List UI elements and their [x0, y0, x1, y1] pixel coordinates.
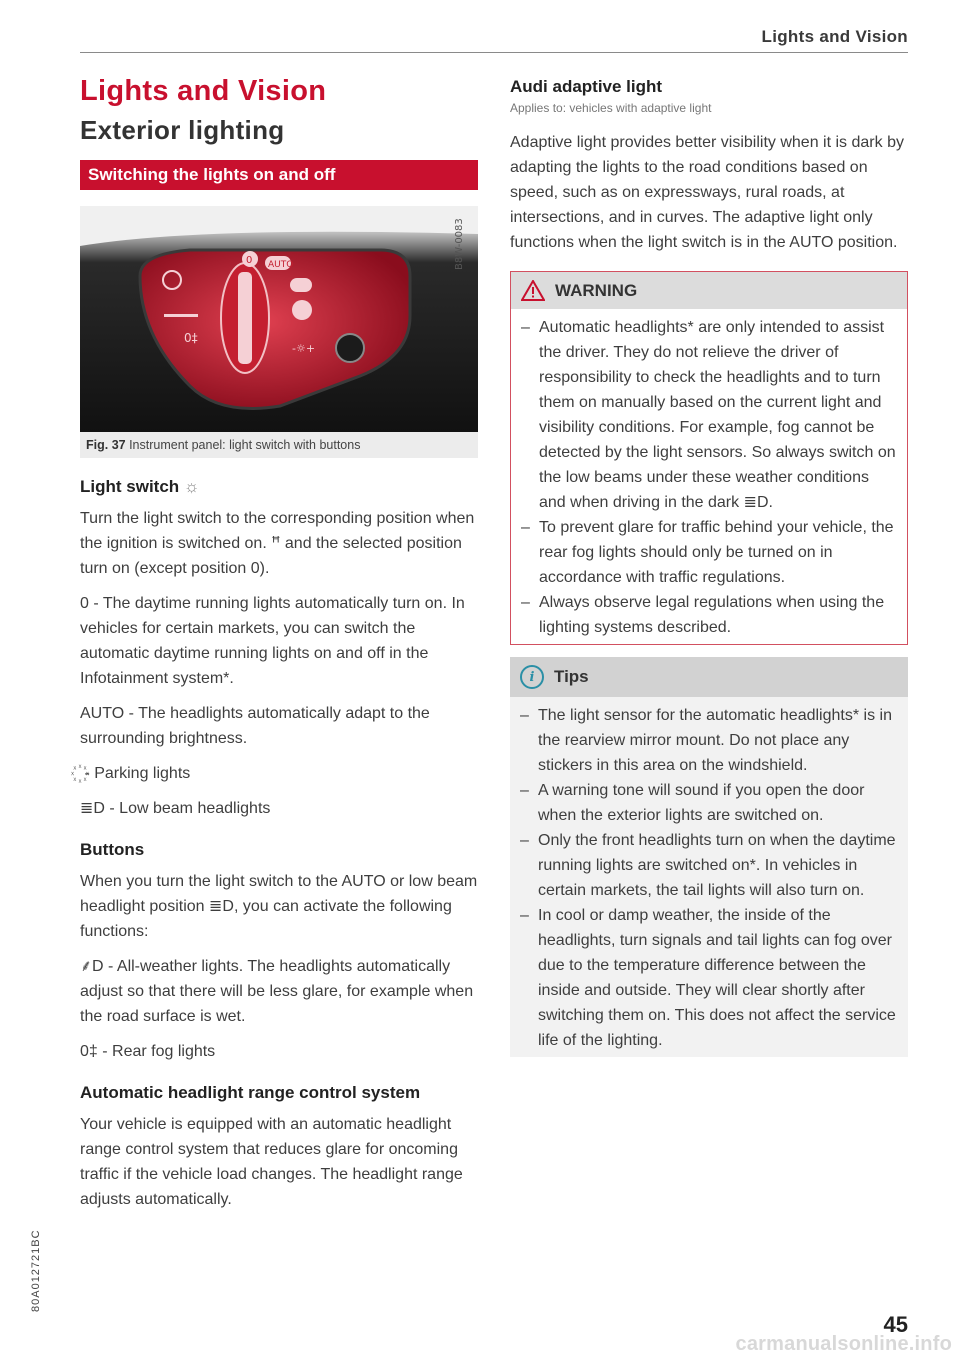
dimmer-icon: -☼+ [292, 342, 316, 355]
chapter-title: Lights and Vision [80, 75, 327, 107]
warning-triangle-icon [521, 280, 545, 301]
document-code: 80A012721BC [30, 1229, 42, 1312]
warning-item: – Always observe legal regulations when using the lighting systems described. [521, 590, 897, 640]
figure-caption [80, 432, 478, 458]
paragraph-position-auto: AUTO - The headlights automatically adapt to the surrounding brightness. [80, 705, 430, 747]
paragraph-rear-fog: 0‡ - Rear fog lights [80, 1043, 216, 1060]
figure-light-switch [80, 206, 478, 458]
figure-code: B8W-0083 [454, 218, 465, 270]
tips-list [520, 703, 898, 1053]
page-number: 45 [883, 1312, 908, 1337]
auto-label: AUTO [268, 260, 294, 270]
tip-item: – Only the front headlights turn on when the daytime running lights are switched on*. In vehicles in certain markets, the tail lights will also turn on. [520, 828, 898, 903]
paragraph-low-beam: ≣D - Low beam headlights [80, 800, 271, 817]
tips-box [510, 657, 908, 1057]
left-column [80, 72, 478, 1212]
buttons-heading: Buttons [80, 840, 145, 859]
tips-body [510, 697, 908, 1057]
header-rule [80, 52, 908, 53]
low-beam-icon [292, 300, 312, 320]
paragraph-adaptive-intro: Adaptive light provides better visibility when it is dark by adapting the lights to the road conditions based on speed, such as on expressways, rural roads, at intersections, and in curves. The adaptive light only functions when the light switch is in the AUTO position. [510, 134, 904, 251]
warning-body [511, 309, 907, 644]
warning-title: WARNING [555, 280, 638, 300]
light-switch-heading: Light switch ☼ [80, 477, 200, 496]
parking-light-icon [290, 278, 312, 292]
rear-fog-icon: 0‡ [184, 331, 198, 345]
section-banner: Switching the lights on and off [80, 160, 478, 190]
position-zero-label: 0 [246, 255, 253, 266]
paragraph-buttons-intro: When you turn the light switch to the AUTO or low beam headlight position ≣D, you can activate the following functions: [80, 873, 478, 940]
adaptive-light-title: Audi adaptive light [510, 77, 663, 96]
tip-item: – A warning tone will sound if you open the door when the exterior lights are switched on. [520, 778, 898, 828]
light-icon: ☼ [183, 477, 200, 496]
light-switch-illustration [80, 206, 478, 432]
warning-item: – To prevent glare for traffic behind your vehicle, the rear fog lights should only be turned on in accordance with traffic regulations. [521, 515, 897, 590]
figure-caption-text: Instrument panel: light switch with buttons [129, 438, 361, 452]
range-control-heading: Automatic headlight range control system [80, 1083, 421, 1102]
paragraph-position-zero: 0 - The daytime running lights automatically turn on. In vehicles for certain markets, you can switch the automatic daytime running lights on and off in the Infotainment system*. [80, 595, 465, 687]
paragraph-all-weather: ⸙D - All-weather lights. The headlights automatically adjust so that there will be less glare, for example when the road surface is wet. [80, 958, 474, 1025]
applies-to-note: Applies to: vehicles with adaptive light [510, 101, 712, 115]
warning-item: – Automatic headlights* are only intended to assist the driver. They do not relieve the driver of responsibility to check the headlights and to turn them on manually based on the current light and visibility conditions. For example, fog cannot be detected by the light sensors. So always switch on the low beams under these weather conditions and when driving in the dark ≣D. [521, 315, 897, 515]
watermark: carmanualsonline.info [735, 1333, 952, 1355]
paragraph-parking-lights: ꙰ - Parking lights [80, 765, 191, 782]
warning-header [511, 272, 907, 309]
info-icon: i [520, 665, 544, 689]
right-column [510, 76, 908, 1057]
warning-list [521, 315, 897, 640]
figure-caption-number: Fig. 37 [86, 438, 126, 452]
section-title: Exterior lighting [80, 115, 285, 145]
tip-item: – In cool or damp weather, the inside of the headlights, turn signals and tail lights can fog over due to the temperature difference between the inside and outside. They will clear shortly after switching them on. This does not affect the service life of the lighting. [520, 903, 898, 1053]
warning-box [510, 271, 908, 645]
paragraph-light-switch-intro: Turn the light switch to the corresponding position when the ignition is switched on. ꟸ and the selected position turn on (except position 0). [80, 510, 475, 577]
paragraph-range-control: Your vehicle is equipped with an automatic headlight range control system that reduces glare for oncoming traffic if the vehicle load changes. The headlight range adjusts automatically. [80, 1116, 463, 1208]
tips-header [510, 657, 908, 697]
tips-title: Tips [554, 667, 589, 686]
running-head: Lights and Vision [761, 27, 908, 46]
tip-item: – The light sensor for the automatic headlights* is in the rearview mirror mount. Do not place any stickers in this area on the windshield. [520, 703, 898, 778]
